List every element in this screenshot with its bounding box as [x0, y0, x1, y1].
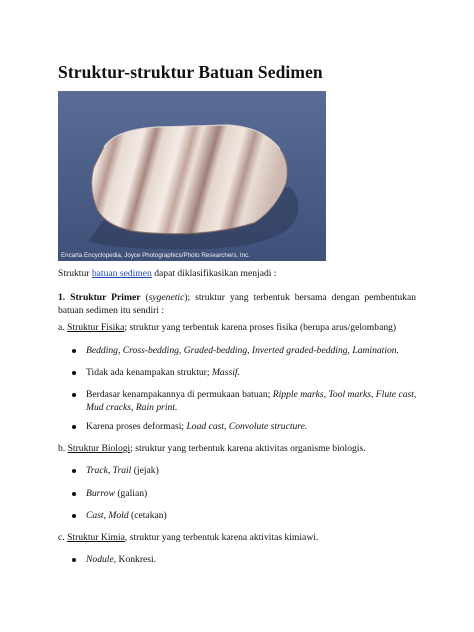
bullet-icon — [72, 558, 76, 562]
fisika-prefix: a. — [58, 322, 68, 333]
primary-label: 1. Struktur Primer — [58, 292, 141, 303]
sedimentary-rock-image — [58, 91, 326, 261]
item-term: Massif. — [211, 367, 240, 378]
bullet-icon — [72, 371, 76, 375]
kimia-heading — [58, 532, 318, 545]
bullet-icon — [72, 469, 76, 473]
kimia-label: Struktur Kimia — [67, 532, 125, 543]
item-term: Ripple marks, Tool marks, Flute cast, Mud cracks, Rain print. — [86, 389, 417, 413]
primary-structure-paragraph — [58, 292, 416, 318]
bullet-icon — [72, 425, 76, 429]
bullet-icon — [72, 349, 76, 353]
intro-after: dapat diklasifikasikan menjadi : — [151, 268, 277, 279]
item-text: , Konkresi. — [113, 554, 157, 565]
item-text: Berdasar kenampakannya di permukaan batuan; — [86, 389, 273, 400]
bullet-icon — [72, 514, 76, 518]
item-text: Karena proses deformasi; — [86, 421, 187, 432]
fisika-rest: ; struktur yang terbentuk karena proses fisika (berupa arus/gelombang) — [124, 322, 397, 333]
batuan-sedimen-link[interactable]: batuan sedimen — [91, 268, 152, 279]
biologi-heading — [58, 443, 366, 456]
page-title: Struktur-struktur Batuan Sedimen — [58, 62, 323, 82]
kimia-rest: , struktur yang terbentuk karena aktivitas kimiawi. — [124, 532, 319, 543]
kimia-prefix: c. — [58, 532, 68, 543]
intro-before: Struktur — [58, 268, 92, 279]
primary-rest: ); struktur yang terbentuk bersama dengan pembentukan batuan sedimen itu sendiri : — [58, 292, 417, 316]
item-term: Burrow — [86, 488, 115, 499]
rock-photo — [58, 91, 326, 261]
primary-open: ( — [140, 292, 149, 303]
fisika-label: Struktur Fisika — [67, 322, 125, 333]
bullet-icon — [72, 393, 76, 397]
item-term: Track, Trail — [86, 465, 132, 476]
item-text: (cetakan) — [128, 510, 167, 521]
biologi-rest: ; struktur yang terbentuk karena aktivitas organisme biologis. — [130, 443, 366, 454]
bullet-icon — [72, 492, 76, 496]
item-term: Load cast, Convolute structure. — [186, 421, 308, 432]
item-term: Cast, Mold — [86, 510, 129, 521]
biologi-prefix: b. — [58, 443, 68, 454]
biologi-label: Struktur Biologi — [67, 443, 131, 454]
primary-term: sygenetic — [148, 292, 185, 303]
image-credit: Encarta Encyclopedia, Joyce Photographics/Photo Researchers, Inc. — [61, 252, 250, 259]
fisika-heading — [58, 322, 396, 335]
intro-paragraph — [58, 268, 277, 281]
item-text: Tidak ada kenampakan struktur; — [86, 367, 212, 378]
item-term: Nodule — [86, 554, 114, 565]
item-text: (galian) — [114, 488, 148, 499]
item-text: (jejak) — [131, 465, 159, 476]
item-term: Bedding, Cross-bedding, Graded-bedding, Inverted graded-bedding, Lamination. — [86, 345, 400, 356]
